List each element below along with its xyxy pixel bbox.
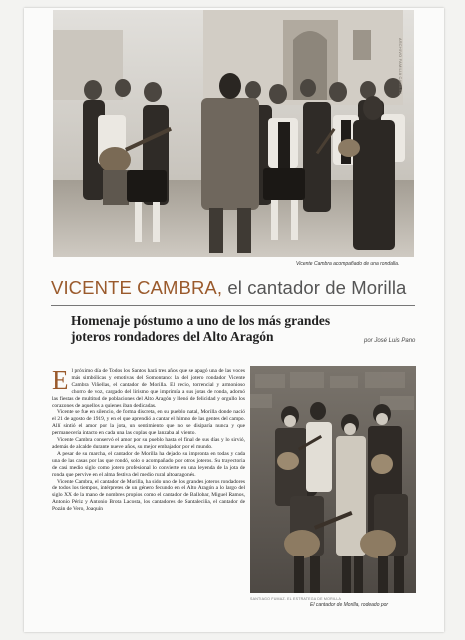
headline-name: VICENTE CAMBRA, — [51, 277, 223, 298]
article-paragraph: Vicente Cambra conservó el amor por su pueblo hasta el final de sus días y lo sirvió, además de alcalde durante nueve años, su mejor embajador por el mundo. — [52, 437, 245, 450]
article-paragraph: A pesar de su marcha, el cantador de Morilla ha dejado su impronta en todas y cada una de las casas por las que rondó, solo o acompañado por otros joteros. Su trayectoria de casi medio siglo como jotero profesional lo convierte en una leyenda de la jota de ronda que pervive en el alma festiva del medio rural altoaragonés. — [52, 450, 245, 478]
top-photo — [53, 10, 414, 257]
article-paragraph: Vicente se fue en silencio, de forma discreta, en su pueblo natal, Morilla donde nació el 21 de agosto de 1919, y en el que aprendió a cantar el himno de las gentes del campo. Allí sintió el amor por la jota, un sentimiento que no se disiparía nunca y que permanecería intacto en cada una las coplas que lanzaba al viento. — [52, 409, 245, 437]
article-subheading: Homenaje póstumo a uno de los más grandes joteros rondadores del Alto Aragón — [71, 313, 331, 344]
article-byline: por José Luis Pano — [364, 338, 416, 344]
right-photo-credit: SANTIAGO FUMAZ. EL ESTRATEGA DE MORILLA — [250, 597, 342, 601]
paragraph-text: l próximo día de Todos los Santos hará tres años que se apagó una de las voces más simbólicas y emotivas del Somontano: la del jotero rondador Vicente Cambra Viñellas, el cantador de Morilla. El recio, torrencial y armonioso chorro de voz, cargado del lirismo que imprimía a sus jotas de ronda, adornó las fiestas de multitud de poblaciones del Alto Aragón y llenó de felicidad y orgullo los corazones de aquellos a quienes iban dedicadas. — [52, 368, 245, 409]
article-paragraph — [52, 365, 245, 409]
top-photo-caption: Vicente Cambra acompañado de una rondalla. — [296, 261, 400, 267]
article-body — [52, 365, 245, 513]
article-paragraph: Vicente Cambra, el cantador de Morilla, ha sido uno de los grandes joteros rondadores de todos los tiempos, intérpretes de un género fecundo en el Alto Aragón a lo largo del siglo XX de la mano de nombres propios como el cantador de Ballobar, Miguel Ramos, Antonio Périz y Antonio Brota Lacosta, los cantadores de Santaleciña, el cantador de Pozán de Vero, Joaquín — [52, 478, 245, 513]
right-photo-caption: El cantador de Morilla, rodeado por — [310, 602, 389, 608]
drop-cap: E — [52, 365, 69, 395]
top-photo-credit: ARCHIVO FAMILIA CAMBRA — [398, 38, 402, 95]
magazine-page — [24, 8, 444, 632]
rondalla-photo-image — [53, 10, 414, 257]
guitarists-photo-image — [250, 366, 416, 593]
right-photo — [250, 366, 416, 593]
headline-divider — [51, 305, 415, 306]
headline-rest: el cantador de Morilla — [222, 277, 407, 298]
article-headline — [51, 277, 406, 299]
